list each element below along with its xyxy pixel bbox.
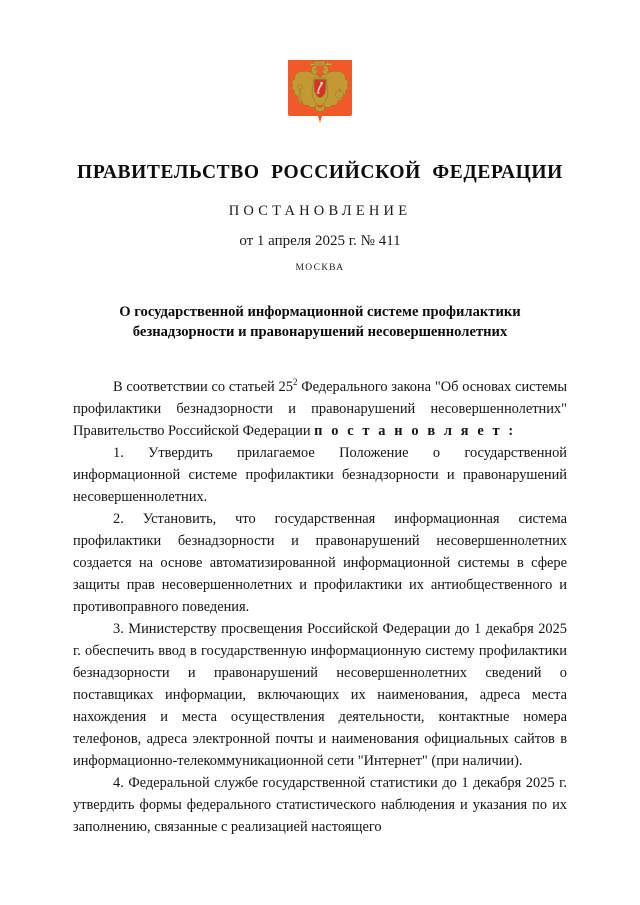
government-heading: ПРАВИТЕЛЬСТВО РОССИЙСКОЙ ФЕДЕРАЦИИ <box>77 162 563 183</box>
document-body <box>73 376 567 838</box>
document-city: МОСКВА <box>295 263 345 273</box>
article-superscript: 2 <box>292 377 298 388</box>
russian-coat-of-arms-icon <box>284 58 356 134</box>
intro-text-before-superscript: В соответствии со статьей 25 <box>113 379 293 395</box>
intro-text-after-superscript: Федерального закона "Об основах системы профилактики безнадзорности и правонарушений несовершеннолетних" Правительство Российской Федерации <box>73 379 567 439</box>
document-subject-title <box>73 302 567 342</box>
resolves-keyword: п о с т а н о в л я е т : <box>314 423 516 439</box>
document-date-number: от 1 апреля 2025 г. № 411 <box>239 233 401 249</box>
paragraph-item-4: 4. Федеральной службе государственной статистики до 1 декабря 2025 г. утвердить формы федерального статистического наблюдения и указания по их заполнению, связанные с реализацией настоящего <box>73 775 567 835</box>
paragraph-item-3: 3. Министерству просвещения Российской Федерации до 1 декабря 2025 г. обеспечить ввод в государственную информационную систему профилактики безнадзорности и правонарушений несовершеннолетних сведений о поставщиках информации, включающих их наименования, адреса места нахождения и места осуществления деятельности, контактные номера телефонов, адреса электронной почты и наименования официальных сайтов в информационно-телекоммуникационной сети "Интернет" (при наличии). <box>73 621 567 769</box>
paragraph-item-2: 2. Установить, что государственная информационная система профилактики безнадзорности и правонарушений несовершеннолетних создается на основе автоматизированной информационной системы в сфере защиты прав несовершеннолетних и профилактики их антиобщественного и противоправного поведения. <box>73 511 567 615</box>
subject-line-1: О государственной информационной системе профилактики <box>119 304 521 320</box>
document-kind-heading: ПОСТАНОВЛЕНИЕ <box>228 203 412 219</box>
paragraph-item-1: 1. Утвердить прилагаемое Положение о государственной информационной системе профилактики безнадзорности и правонарушений несовершеннолетних. <box>73 445 567 505</box>
coat-of-arms-container <box>0 58 640 139</box>
paragraph-intro <box>73 376 567 442</box>
subject-line-2: безнадзорности и правонарушений несовершеннолетних <box>132 324 508 340</box>
